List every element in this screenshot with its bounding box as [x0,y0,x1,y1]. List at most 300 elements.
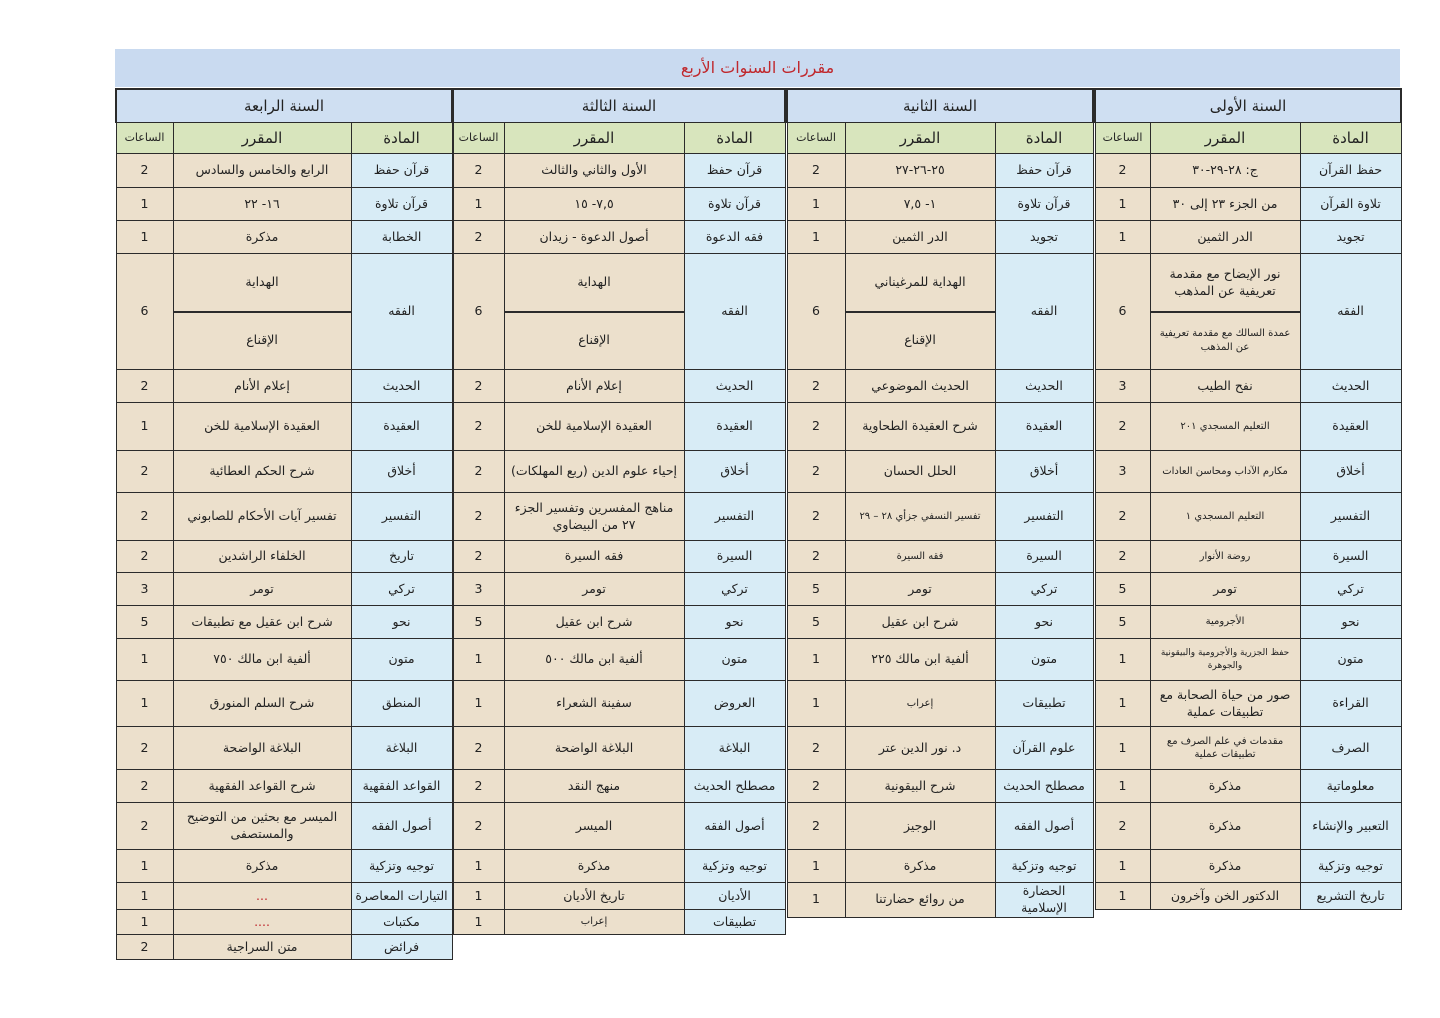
hours-cell: 1 [1095,681,1150,727]
table-row [116,370,452,403]
hours-cell: 6 [116,254,173,370]
course-cell: شرح ابن عقيل [504,606,684,639]
subject-cell: نحو [684,606,785,639]
subject-cell: نحو [1300,606,1401,639]
course-cell: تومر [504,573,684,606]
subject-cell: متون [351,639,452,681]
hours-cell: 2 [116,493,173,541]
subject-cell: فرائض [351,935,452,960]
hours-cell: 2 [116,727,173,770]
hours-cell: 2 [116,803,173,850]
subject-cell: تطبيقات [684,910,785,935]
subject-cell: العقيدة [684,403,785,451]
subject-cell: قرآن تلاوة [684,188,785,221]
subject-cell: الحديث [684,370,785,403]
hours-cell: 1 [453,883,504,910]
table-row [787,451,1093,493]
hours-cell: 1 [453,681,504,727]
subject-cell: تركي [684,573,785,606]
subject-cell: التعبير والإنشاء [1300,803,1401,850]
course-cell: الرابع والخامس والسادس [173,154,351,188]
hours-cell: 1 [116,639,173,681]
subject-cell: التفسير [684,493,785,541]
hours-cell: 1 [116,403,173,451]
subject-cell: أخلاق [1300,451,1401,493]
hours-cell: 2 [116,770,173,803]
hours-cell: 1 [1095,850,1150,883]
hours-cell: 1 [787,221,845,254]
hours-cell: 1 [1095,727,1150,770]
subject-cell: العقيدة [995,403,1093,451]
course-cell: مكارم الآداب ومحاسن العادات [1150,451,1300,493]
table-row [787,221,1093,254]
subject-cell: الفقه [684,254,785,370]
course-cell: روضة الأنوار [1150,541,1300,573]
course-cell: شرح ابن عقيل [845,606,995,639]
hours-cell: 2 [787,451,845,493]
page-title: مقررات السنوات الأربع [115,49,1400,87]
subject-cell: تجويد [1300,221,1401,254]
hours-cell: 1 [116,188,173,221]
subject-cell: التفسير [1300,493,1401,541]
subject-cell: متون [1300,639,1401,681]
course-cell: الوجيز [845,803,995,850]
course-secondary: الإقناع [904,332,936,348]
course-cell: إعلام الأنام [173,370,351,403]
course-cell: من روائع حضارتنا [845,883,995,918]
subject-cell: أصول الفقه [995,803,1093,850]
table-row [1095,803,1401,850]
table-row [1095,221,1401,254]
subject-cell: علوم القرآن [995,727,1093,770]
course-cell: الخلفاء الراشدين [173,541,351,573]
course-secondary: الإقناع [246,332,278,348]
subject-cell: الفقه [351,254,452,370]
course-primary: الهداية للمرغيناني [846,255,995,313]
course-cell: مذكرة [845,850,995,883]
subject-cell: الحديث [1300,370,1401,403]
subject-cell: القراءة [1300,681,1401,727]
course-cell: الميسر مع بحثين من التوضيح والمستصفى [173,803,351,850]
subject-cell: توجيه وتزكية [995,850,1093,883]
hours-cell: 2 [453,451,504,493]
table-row [787,770,1093,803]
course-cell: تفسير آيات الأحكام للصابوني [173,493,351,541]
table-row [787,803,1093,850]
subject-cell: الفقه [995,254,1093,370]
table-row [787,188,1093,221]
course-cell: نفح الطيب [1150,370,1300,403]
course-cell: إعلام الأنام [504,370,684,403]
hours-cell: 1 [453,850,504,883]
course-header: المقرر [845,123,995,154]
subject-cell: أصول الفقه [351,803,452,850]
course-cell: الحلل الحسان [845,451,995,493]
course-cell: فقه السيرة [845,541,995,573]
hours-cell: 6 [453,254,504,370]
table-row [116,770,452,803]
subject-cell: التفسير [351,493,452,541]
subject-cell: نحو [995,606,1093,639]
course-cell: تومر [173,573,351,606]
year-table-2 [786,88,1094,918]
course-cell: منهج النقد [504,770,684,803]
hours-cell: 1 [1095,883,1150,910]
subject-cell: نحو [351,606,452,639]
subject-cell: مصطلح الحديث [684,770,785,803]
course-cell: تومر [1150,573,1300,606]
hours-cell: 2 [787,770,845,803]
subject-cell: أصول الفقه [684,803,785,850]
subject-cell: قرآن حفظ [995,154,1093,188]
hours-cell: 1 [787,639,845,681]
hours-cell: 2 [1095,154,1150,188]
course-cell: مقدمات في علم الصرف مع تطبيقات عملية [1150,727,1300,770]
course-cell: متن السراجية [173,935,351,960]
hours-cell: 2 [453,770,504,803]
hours-cell: 5 [116,606,173,639]
subject-cell: مصطلح الحديث [995,770,1093,803]
subject-cell: التفسير [995,493,1093,541]
hours-cell: 2 [116,370,173,403]
hours-cell: 3 [116,573,173,606]
table-row [116,154,452,188]
subject-cell: تجويد [995,221,1093,254]
course-cell: ألفية ابن مالك ٥٠٠ [504,639,684,681]
hours-cell: 2 [116,541,173,573]
course-cell: الدر الثمين [845,221,995,254]
year-table-4 [115,88,453,960]
course-cell: ألفية ابن مالك ٧٥٠ [173,639,351,681]
course-cell: تومر [845,573,995,606]
table-row [1095,883,1401,910]
course-primary: الهداية [174,255,351,313]
hours-cell: 2 [453,403,504,451]
hours-cell: 2 [453,727,504,770]
table-row [453,727,785,770]
hours-cell: 2 [787,370,845,403]
subject-cell: توجيه وتزكية [1300,850,1401,883]
course-header: المقرر [1150,123,1300,154]
hours-cell: 2 [453,154,504,188]
year-table-3 [452,88,786,935]
subject-cell: تطبيقات [995,681,1093,727]
subject-cell: توجيه وتزكية [684,850,785,883]
subject-cell: الصرف [1300,727,1401,770]
hours-cell: 1 [116,221,173,254]
course-cell: ... [173,883,351,910]
table-row [453,573,785,606]
table-row [116,639,452,681]
course-cell: الدكتور الخن وآخرون [1150,883,1300,910]
course-secondary: الإقناع [578,332,610,348]
table-row [787,154,1093,188]
table-row [1095,681,1401,727]
table-row [453,154,785,188]
hours-cell: 2 [116,451,173,493]
hours-cell: 2 [453,221,504,254]
subject-cell: الحضارة الإسلامية [995,883,1093,918]
table-row [116,188,452,221]
subject-header: المادة [684,123,785,154]
hours-cell: 2 [787,803,845,850]
course-cell-split [1150,254,1300,370]
course-cell-split [504,254,684,370]
course-cell: شرح السلم المنورق [173,681,351,727]
table-row [116,254,452,370]
course-cell: الأجرومية [1150,606,1300,639]
hours-header: الساعات [787,123,845,154]
course-cell: البلاغة الواضحة [173,727,351,770]
hours-cell: 1 [1095,770,1150,803]
course-cell: ٢٥-٢٦-٢٧ [845,154,995,188]
course-cell: العقيدة الإسلامية للخن [173,403,351,451]
table-row [453,770,785,803]
subject-cell: السيرة [1300,541,1401,573]
table-row [453,541,785,573]
hours-cell: 2 [116,154,173,188]
subject-cell: متون [684,639,785,681]
subject-cell: حفظ القرآن [1300,154,1401,188]
table-row [787,403,1093,451]
subject-cell: تلاوة القرآن [1300,188,1401,221]
course-cell: د. نور الدين عتر [845,727,995,770]
course-cell: مذكرة [173,850,351,883]
table-row [116,493,452,541]
hours-cell: 3 [1095,370,1150,403]
table-row [1095,370,1401,403]
table-row [787,639,1093,681]
table-row [116,727,452,770]
table-row [787,493,1093,541]
subject-cell: تاريخ [351,541,452,573]
course-header: المقرر [173,123,351,154]
course-cell: ١- ٧,٥ [845,188,995,221]
hours-cell: 2 [1095,403,1150,451]
subject-cell: الحديث [351,370,452,403]
course-cell: شرح الحكم العطائية [173,451,351,493]
table-row [453,681,785,727]
course-cell: مذكرة [173,221,351,254]
subject-header: المادة [1300,123,1401,154]
hours-cell: 5 [1095,606,1150,639]
course-cell: ١٦- ٢٢ [173,188,351,221]
hours-cell: 3 [453,573,504,606]
hours-cell: 2 [787,154,845,188]
course-cell: مذكرة [1150,770,1300,803]
course-cell: العقيدة الإسلامية للخن [504,403,684,451]
course-cell: فقه السيرة [504,541,684,573]
table-row [116,451,452,493]
hours-cell: 1 [116,910,173,935]
hours-cell: 2 [787,493,845,541]
subject-header: المادة [995,123,1093,154]
table-row [116,803,452,850]
hours-cell: 1 [1095,639,1150,681]
hours-cell: 1 [453,910,504,935]
course-cell: حفظ الجزرية والأجرومية والبيقونية والجوهرة [1150,639,1300,681]
subject-cell: الحديث [995,370,1093,403]
subject-cell: مكتبات [351,910,452,935]
table-row [453,850,785,883]
subject-cell: الفقه [1300,254,1401,370]
table-row [1095,403,1401,451]
subject-cell: العقيدة [1300,403,1401,451]
hours-cell: 6 [1095,254,1150,370]
course-cell-split [173,254,351,370]
course-cell: تفسير النسفي جزأي ٢٨ – ٢٩ [845,493,995,541]
hours-cell: 1 [787,850,845,883]
table-row [453,803,785,850]
course-cell: شرح العقيدة الطحاوية [845,403,995,451]
subject-cell: قرآن تلاوة [995,188,1093,221]
course-cell: إعراب [845,681,995,727]
subject-cell: تركي [1300,573,1401,606]
hours-cell: 5 [453,606,504,639]
table-row [453,883,785,910]
table-row [116,883,452,910]
hours-header: الساعات [1095,123,1150,154]
subject-cell: توجيه وتزكية [351,850,452,883]
subject-cell: أخلاق [351,451,452,493]
table-row [116,606,452,639]
year-header: السنة الثالثة [453,89,785,123]
table-row [787,370,1093,403]
course-cell: مناهج المفسرين وتفسير الجزء ٢٧ من البيضاوي [504,493,684,541]
table-row [787,727,1093,770]
hours-cell: 6 [787,254,845,370]
course-cell: إعراب [504,910,684,935]
table-row [1095,850,1401,883]
table-row [453,639,785,681]
subject-cell: البلاغة [351,727,452,770]
hours-header: الساعات [453,123,504,154]
table-row [787,606,1093,639]
table-row [453,606,785,639]
hours-cell: 1 [116,681,173,727]
course-cell: الدر الثمين [1150,221,1300,254]
subject-cell: السيرة [684,541,785,573]
subject-cell: تركي [351,573,452,606]
subject-cell: الأديان [684,883,785,910]
table-row [453,254,785,370]
course-cell: ألفية ابن مالك ٢٢٥ [845,639,995,681]
hours-cell: 2 [453,803,504,850]
table-row [116,541,452,573]
subject-cell: قرآن حفظ [684,154,785,188]
table-row [453,910,785,935]
course-cell: سفينة الشعراء [504,681,684,727]
course-cell: شرح القواعد الفقهية [173,770,351,803]
table-row [787,681,1093,727]
table-row [787,254,1093,370]
table-row [116,910,452,935]
hours-cell: 5 [787,573,845,606]
hours-cell: 2 [116,935,173,960]
hours-cell: 2 [453,541,504,573]
course-cell: إحياء علوم الدين (ربع المهلكات) [504,451,684,493]
subject-cell: القواعد الفقهية [351,770,452,803]
course-cell: .... [173,910,351,935]
hours-cell: 1 [116,850,173,883]
subject-cell: معلوماتية [1300,770,1401,803]
course-header: المقرر [504,123,684,154]
table-row [1095,451,1401,493]
hours-cell: 1 [1095,221,1150,254]
year-header: السنة الأولى [1095,89,1401,123]
table-row [116,850,452,883]
table-row [1095,606,1401,639]
subject-cell: فقه الدعوة [684,221,785,254]
course-cell: من الجزء ٢٣ إلى ٣٠ [1150,188,1300,221]
hours-cell: 2 [787,727,845,770]
table-row [1095,727,1401,770]
table-row [453,493,785,541]
hours-cell: 2 [787,403,845,451]
hours-cell: 1 [1095,188,1150,221]
course-cell: الأول والثاني والثالث [504,154,684,188]
table-row [116,935,452,960]
course-cell: التعليم المسجدي ٢٠١ [1150,403,1300,451]
table-row [787,541,1093,573]
course-cell: التعليم المسجدي ١ [1150,493,1300,541]
course-cell: ٧,٥- ١٥ [504,188,684,221]
table-row [1095,541,1401,573]
hours-cell: 1 [453,639,504,681]
table-row [116,573,452,606]
course-primary: الهداية [505,255,684,313]
table-row [1095,154,1401,188]
course-cell: شرح ابن عقيل مع تطبيقات [173,606,351,639]
table-row [453,221,785,254]
hours-cell: 1 [787,883,845,918]
table-row [1095,770,1401,803]
table-row [116,403,452,451]
table-row [453,370,785,403]
table-row [116,681,452,727]
subject-cell: البلاغة [684,727,785,770]
table-row [453,403,785,451]
course-cell: مذكرة [504,850,684,883]
table-row [787,850,1093,883]
course-cell: تاريخ الأديان [504,883,684,910]
subject-cell: تاريخ التشريع [1300,883,1401,910]
hours-cell: 1 [116,883,173,910]
course-cell: صور من حياة الصحابة مع تطبيقات عملية [1150,681,1300,727]
year-header: السنة الرابعة [116,89,452,123]
subject-cell: قرآن تلاوة [351,188,452,221]
course-cell: مذكرة [1150,803,1300,850]
hours-cell: 2 [1095,541,1150,573]
subject-cell: متون [995,639,1093,681]
subject-cell: الخطابة [351,221,452,254]
table-row [1095,254,1401,370]
course-cell: الحديث الموضوعي [845,370,995,403]
table-row [116,221,452,254]
year-header: السنة الثانية [787,89,1093,123]
year-table-1 [1094,88,1402,910]
table-row [1095,573,1401,606]
table-row [1095,188,1401,221]
course-cell: شرح البيقونية [845,770,995,803]
table-row [787,883,1093,918]
table-row [453,188,785,221]
course-cell: الميسر [504,803,684,850]
hours-cell: 2 [1095,803,1150,850]
hours-header: الساعات [116,123,173,154]
hours-cell: 5 [787,606,845,639]
subject-cell: أخلاق [995,451,1093,493]
